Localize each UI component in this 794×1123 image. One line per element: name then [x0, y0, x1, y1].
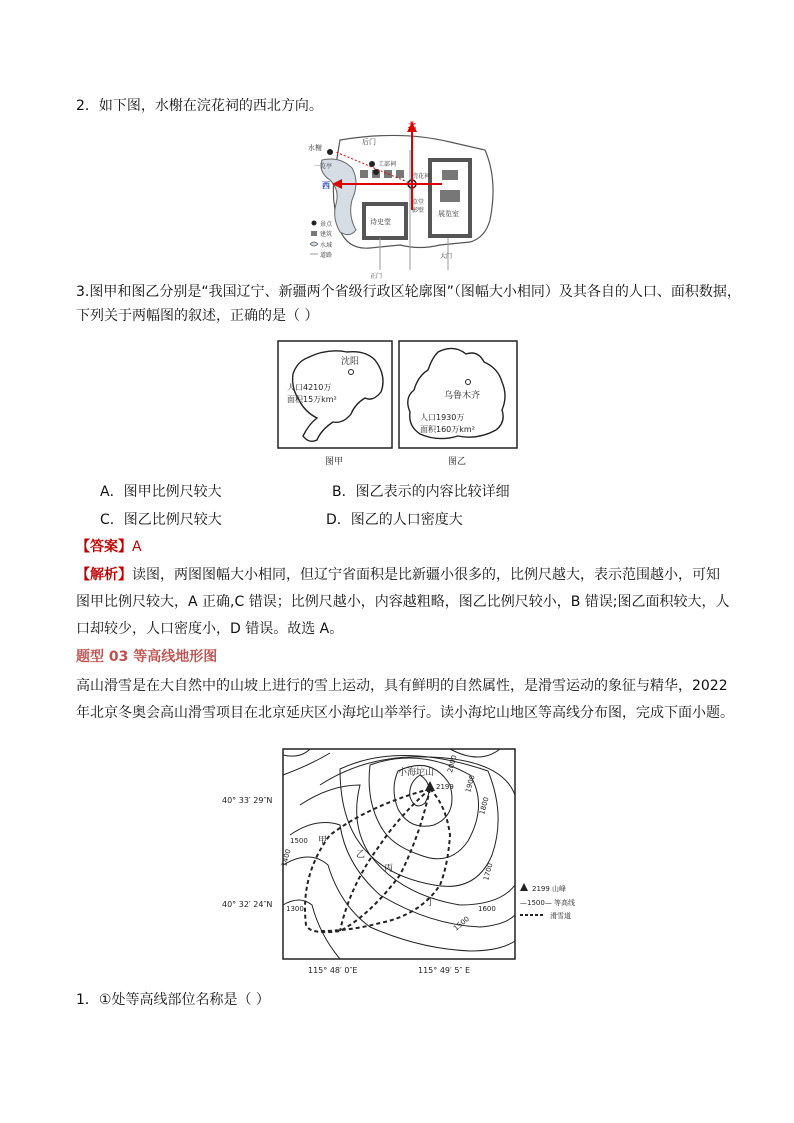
- lat-top: 40° 33′ 29″N: [222, 796, 273, 805]
- peak-name: 小海坨山: [398, 768, 435, 778]
- cottage-map: [300, 120, 500, 280]
- figure-a-liaoning: [277, 340, 393, 470]
- figb-city: 乌鲁木齐: [444, 391, 481, 401]
- figa-caption: 图甲: [325, 457, 344, 467]
- contour-label-1600: 1600: [478, 905, 496, 913]
- point-bing: 丙: [384, 864, 394, 874]
- label-zhengmen: 正门: [370, 273, 383, 280]
- contour-label-1300: 1300: [286, 905, 304, 913]
- contour-label-1500-left: 1500: [290, 837, 308, 845]
- label-damen: 大门: [440, 253, 453, 260]
- option-b: B．图乙表示的内容比较详细: [332, 484, 510, 500]
- contour-label-1700: 1700: [482, 862, 495, 882]
- answer-value: A: [132, 539, 142, 555]
- point-yi: 乙: [356, 850, 366, 860]
- legend-peak-icon: [520, 883, 528, 891]
- legend-shuiyu: 水域: [320, 242, 333, 249]
- legend-daolu: 道路: [320, 252, 333, 259]
- lat-bottom: 40° 32′ 24″N: [222, 900, 273, 909]
- figa-city: 沈阳: [341, 357, 360, 367]
- legend-jianzhu: 建筑: [320, 231, 333, 238]
- option-d: D．图乙的人口密度大: [326, 512, 463, 528]
- analysis-line2: 图甲比例尺较大，A 正确,C 错误；比例尺越小，内容越粗略，图乙比例尺较小，B 错误;图乙面积较大，人: [76, 594, 730, 610]
- contour-label-1500-right: 1500: [452, 914, 471, 933]
- lon-left: 115° 48′ 0″E: [308, 966, 358, 975]
- label-shishitang: 诗史堂: [370, 218, 391, 226]
- label-zhanlanshi: 展览室: [438, 210, 459, 218]
- option-c: C．图乙比例尺较大: [100, 512, 222, 528]
- answer-tag: 【答案】: [76, 539, 132, 555]
- legend-peak: 2199 山峰: [532, 885, 567, 893]
- figb-area: 面积160万km²: [420, 425, 475, 434]
- question-3-line2: 下列关于两幅图的叙述，正确的是（ ）: [76, 308, 319, 324]
- figb-pop: 人口1930万: [420, 413, 465, 422]
- section-title: 题型 03 等高线地形图: [76, 649, 218, 665]
- intro-line2: 年北京冬奥会高山滑雪项目在北京延庆区小海坨山举举行。读小海坨山地区等高线分布图，完成下面小题。: [76, 705, 734, 721]
- peak-value: 2199: [436, 783, 454, 791]
- figb-caption: 图乙: [448, 457, 467, 467]
- label-yingbi: 影壁: [412, 207, 425, 214]
- legend-jingdian: 景点: [320, 221, 333, 228]
- contour-map: [220, 745, 600, 980]
- label-shuixie: 水榭: [308, 144, 322, 152]
- analysis-line1: [76, 565, 720, 585]
- contour-label-1800: 1800: [478, 796, 491, 816]
- question-2-text: 2．如下图，水榭在浣花祠的西北方向。: [76, 98, 323, 114]
- intro-line1: 高山滑雪是在大自然中的山坡上进行的雪上运动，具有鲜明的自然属性，是滑雪运动的象征与精华，2022: [76, 678, 728, 694]
- west-label: 西: [322, 181, 330, 190]
- figure-b-xinjiang: [398, 340, 518, 470]
- analysis-text1: 读图，两图图幅大小相同，但辽宁省面积是比新疆小很多的，比例尺越大，表示范围越小，可知: [132, 567, 720, 583]
- point-ding: 丁: [426, 898, 436, 908]
- contour-label-1900: 1900: [464, 774, 477, 794]
- label-houmen: 后门: [362, 138, 376, 146]
- subquestion-1: 1．①处等高线部位名称是（ ）: [76, 992, 270, 1008]
- spot-shuixie: [327, 149, 333, 155]
- legend-ski: 滑雪道: [550, 912, 571, 920]
- analysis-tag: 【解析】: [76, 567, 132, 583]
- label-caotang: 草堂: [412, 199, 425, 206]
- lon-right: 115° 49′ 5″ E: [418, 966, 471, 975]
- point-jia: 甲: [318, 836, 328, 846]
- figa-pop: 人口4210万: [287, 383, 332, 392]
- figa-area: 面积15万km²: [287, 395, 337, 404]
- legend-contour: —1500— 等高线: [520, 899, 576, 907]
- answer-line: [76, 537, 142, 557]
- label-yijingtang: 一览亭: [314, 163, 333, 170]
- label-gongbuci: 工部祠: [378, 161, 397, 168]
- north-label: 北: [408, 121, 416, 130]
- analysis-line3: 口却较少，人口密度小，D 错误。故选 A。: [76, 621, 344, 637]
- label-huanhuaci: 浣花祠: [412, 173, 431, 180]
- contour-label-2000: 2000: [446, 754, 459, 774]
- contour-label-1400: 1400: [280, 848, 293, 868]
- question-3-line1: 3.图甲和图乙分别是“我国辽宁、新疆两个省级行政区轮廓图”（图幅大小相同）及其各自的人口、面积数据，: [76, 284, 741, 300]
- option-a: A．图甲比例尺较大: [100, 484, 222, 500]
